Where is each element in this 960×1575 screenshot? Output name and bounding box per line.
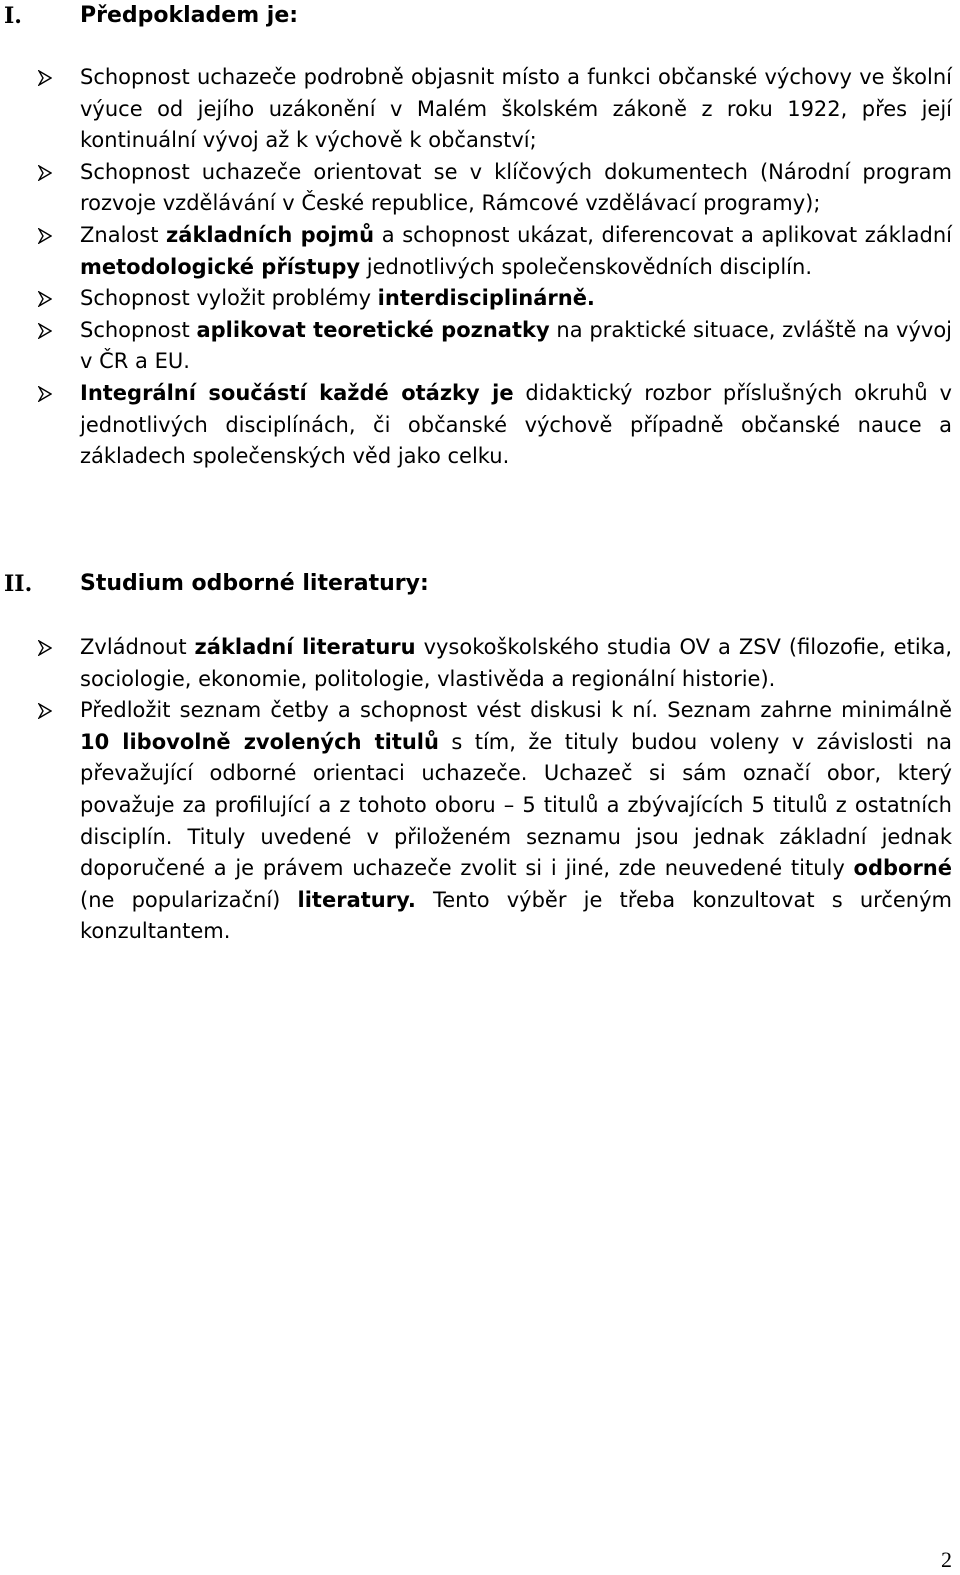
arrowhead-bullet-icon xyxy=(38,703,52,719)
bullet-item xyxy=(0,632,960,695)
text-run: s tím, že tituly budou voleny v závislosti na převažující odborné orientaci uchazeče. Uchazeč si sám označí obor, který považuje za profilující a z tohoto oboru – 5 titulů a zbývajících 5 titulů z ostatních disciplín. Tituly uvedené v přiloženém seznamu jsou jednak základní jednak doporučené a je právem uchazeče zvolit si i jiné, zde neuvedené tituly xyxy=(80,729,952,881)
arrowhead-bullet-icon xyxy=(38,323,52,339)
text-run: didaktický rozbor příslušných okruhů v jednotlivých disciplínách, či občanské výchově případně občanské nauce a základech společenských věd jako celku. xyxy=(80,380,952,469)
text-run: Schopnost xyxy=(80,317,197,342)
bullet-item xyxy=(0,157,960,220)
bold-text-run: Integrální součástí každé otázky je xyxy=(80,380,514,405)
bold-text-run: odborné xyxy=(853,856,952,881)
bullet-item xyxy=(0,62,960,157)
section-title: Předpokladem je: xyxy=(80,3,299,28)
section-number: II. xyxy=(4,571,33,597)
page-number: 2 xyxy=(941,1547,952,1572)
bold-text-run: metodologické přístupy xyxy=(80,254,361,279)
text-run: Tento výběr je třeba konzultovat s určeným konzultantem. xyxy=(80,887,953,944)
arrowhead-bullet-icon xyxy=(38,70,52,86)
text-run: Schopnost uchazeče podrobně objasnit místo a funkci občanské výchovy ve školní výuce od jejího uzákonění v Malém školském zákoně z roku 1922, přes její kontinuální vývoj až k výchově k občanství; xyxy=(80,65,952,153)
bullet-item xyxy=(0,315,960,378)
text-run: Schopnost vyložit problémy xyxy=(80,286,378,311)
bullet-item xyxy=(0,695,960,948)
text-run: a schopnost ukázat, diferencovat a aplikovat základní xyxy=(374,222,952,247)
text-run: Schopnost uchazeče orientovat se v klíčových dokumentech (Národní program rozvoje vzdělávání v České republice, Rámcové vzdělávací programy); xyxy=(80,159,952,216)
text-run: Znalost xyxy=(80,222,167,247)
section-number: I. xyxy=(4,3,22,29)
bold-text-run: interdisciplinárně. xyxy=(377,286,595,311)
section-2 xyxy=(0,568,960,948)
text-run: Předložit seznam četby a schopnost vést diskusi k ní. Seznam zahrne minimálně xyxy=(80,698,952,723)
bullet-item xyxy=(0,378,960,473)
bold-text-run: základní literaturu xyxy=(194,635,416,659)
text-run: (ne popularizační) xyxy=(80,887,298,912)
bullet-list xyxy=(0,62,960,473)
bullet-list xyxy=(0,632,960,948)
text-run: na praktické situace, zvláště na vývoj v ČR a EU. xyxy=(80,317,952,374)
bold-text-run: literatury. xyxy=(297,887,416,912)
arrowhead-bullet-icon xyxy=(38,165,52,181)
section-heading xyxy=(0,0,960,32)
bold-text-run: základních pojmů xyxy=(166,222,375,247)
arrowhead-bullet-icon xyxy=(38,640,52,656)
arrowhead-bullet-icon xyxy=(38,291,52,307)
section-heading xyxy=(0,568,960,600)
section-title: Studium odborné literatury: xyxy=(80,571,429,596)
bullet-item xyxy=(0,283,960,315)
text-run: vysokoškolského studia OV a ZSV (filozofie, etika, sociologie, ekonomie, politologie, vlastivěda a regionální historie). xyxy=(80,635,952,691)
arrowhead-bullet-icon xyxy=(38,386,52,402)
bullet-item xyxy=(0,220,960,283)
bold-text-run: 10 libovolně zvolených titulů xyxy=(80,729,439,754)
text-run: jednotlivých společenskovědních disciplín. xyxy=(360,254,812,279)
bold-text-run: aplikovat teoretické poznatky xyxy=(196,317,550,342)
text-run: Zvládnout xyxy=(80,635,195,659)
section-1 xyxy=(0,0,960,473)
arrowhead-bullet-icon xyxy=(38,228,52,244)
